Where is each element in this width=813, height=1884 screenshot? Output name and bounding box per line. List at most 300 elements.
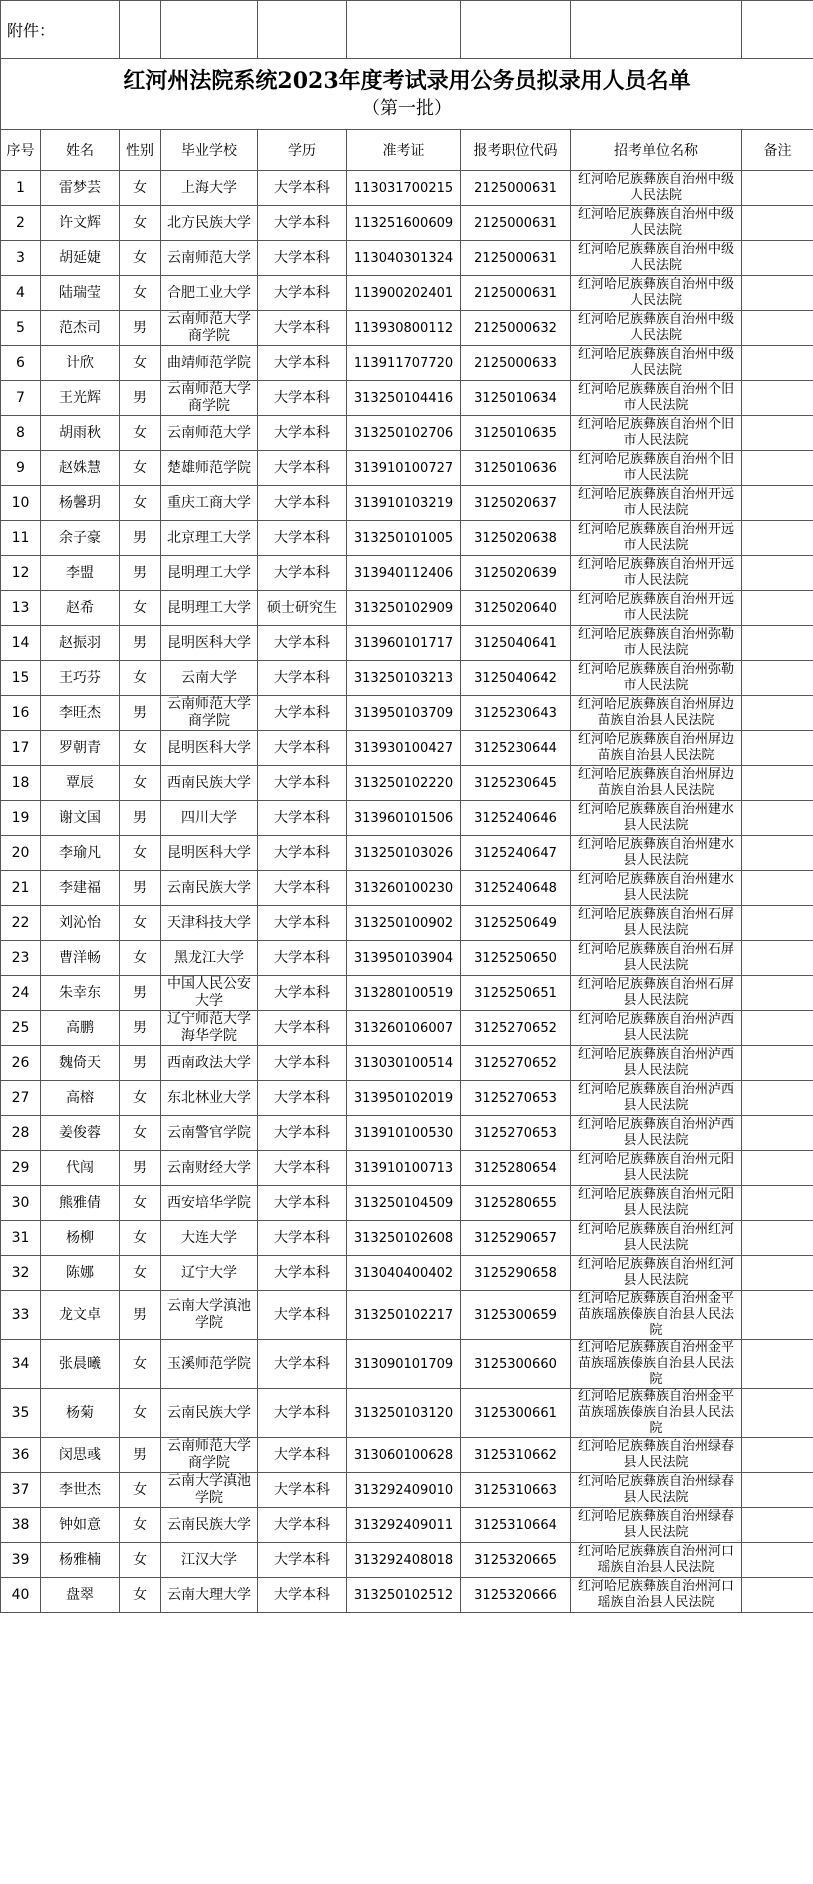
- cell-unit: 红河哈尼族彝族自治州金平苗族瑶族傣族自治县人民法院: [571, 1340, 742, 1389]
- cell-degree: 大学本科: [258, 626, 347, 661]
- cell-exam-id: 313250101005: [347, 521, 461, 556]
- cell-degree: 大学本科: [258, 1340, 347, 1389]
- cell-exam-id: 313030100514: [347, 1046, 461, 1081]
- table-row: [1, 1578, 813, 1613]
- cell-name: 余子豪: [41, 521, 120, 556]
- cell-no: 2: [1, 206, 41, 241]
- table-row: [1, 346, 813, 381]
- cell-no: 5: [1, 311, 41, 346]
- cell-unit: 红河哈尼族彝族自治州弥勒市人民法院: [571, 626, 742, 661]
- cell-school: 合肥工业大学: [161, 276, 258, 311]
- cell-degree: 大学本科: [258, 1256, 347, 1291]
- cell-gender: 男: [120, 1011, 161, 1046]
- cell-post-code: 3125010634: [461, 381, 571, 416]
- cell-degree: 大学本科: [258, 801, 347, 836]
- cell-exam-id: 313250102512: [347, 1578, 461, 1613]
- cell-degree: 大学本科: [258, 1543, 347, 1578]
- cell-post-code: 3125270653: [461, 1116, 571, 1151]
- cell-post-code: 3125020639: [461, 556, 571, 591]
- cell-exam-id: 313090101709: [347, 1340, 461, 1389]
- cell-no: 23: [1, 941, 41, 976]
- cell-exam-id: 313260106007: [347, 1011, 461, 1046]
- cell-gender: 男: [120, 381, 161, 416]
- cell-name: 刘沁怡: [41, 906, 120, 941]
- cell-unit: 红河哈尼族彝族自治州中级人民法院: [571, 206, 742, 241]
- cell-note: [742, 1578, 813, 1613]
- table-row: [1, 941, 813, 976]
- cell-unit: 红河哈尼族彝族自治州泸西县人民法院: [571, 1011, 742, 1046]
- column-header-name: 姓名: [41, 130, 120, 171]
- cell-unit: 红河哈尼族彝族自治州泸西县人民法院: [571, 1081, 742, 1116]
- cell-name: 李瑜凡: [41, 836, 120, 871]
- cell-post-code: 3125280655: [461, 1186, 571, 1221]
- cell-school: 昆明医科大学: [161, 626, 258, 661]
- cell-no: 15: [1, 661, 41, 696]
- cell-exam-id: 313292409011: [347, 1508, 461, 1543]
- cell-exam-id: 313250102706: [347, 416, 461, 451]
- cell-degree: 大学本科: [258, 871, 347, 906]
- cell-no: 31: [1, 1221, 41, 1256]
- title-row: [1, 59, 813, 130]
- cell-unit: 红河哈尼族彝族自治州绿春县人民法院: [571, 1508, 742, 1543]
- cell-gender: 男: [120, 801, 161, 836]
- cell-note: [742, 556, 813, 591]
- cell-degree: 大学本科: [258, 906, 347, 941]
- cell-note: [742, 1438, 813, 1473]
- cell-no: 32: [1, 1256, 41, 1291]
- cell-unit: 红河哈尼族彝族自治州弥勒市人民法院: [571, 661, 742, 696]
- cell-school: 辽宁师范大学海华学院: [161, 1011, 258, 1046]
- table-row: [1, 976, 813, 1011]
- cell-name: 胡雨秋: [41, 416, 120, 451]
- cell-degree: 大学本科: [258, 381, 347, 416]
- cell-post-code: 3125310663: [461, 1473, 571, 1508]
- cell-exam-id: 113900202401: [347, 276, 461, 311]
- cell-name: 李世杰: [41, 1473, 120, 1508]
- cell-no: 19: [1, 801, 41, 836]
- table-row: [1, 836, 813, 871]
- cell-school: 中国人民公安大学: [161, 976, 258, 1011]
- cell-no: 29: [1, 1151, 41, 1186]
- cell-post-code: 3125320665: [461, 1543, 571, 1578]
- cell-no: 34: [1, 1340, 41, 1389]
- cell-exam-id: 313250103026: [347, 836, 461, 871]
- cell-note: [742, 1151, 813, 1186]
- cell-unit: 红河哈尼族彝族自治州元阳县人民法院: [571, 1151, 742, 1186]
- cell-no: 3: [1, 241, 41, 276]
- cell-no: 4: [1, 276, 41, 311]
- cell-unit: 红河哈尼族彝族自治州个旧市人民法院: [571, 451, 742, 486]
- cell-no: 12: [1, 556, 41, 591]
- attachment-label: 附件：: [1, 1, 120, 59]
- cell-note: [742, 1046, 813, 1081]
- table-row: [1, 1340, 813, 1389]
- cell-post-code: 3125300659: [461, 1291, 571, 1340]
- cell-name: 盘翠: [41, 1578, 120, 1613]
- cell-note: [742, 1473, 813, 1508]
- cell-post-code: 3125010635: [461, 416, 571, 451]
- table-row: [1, 171, 813, 206]
- cell-exam-id: 113040301324: [347, 241, 461, 276]
- cell-post-code: 3125270652: [461, 1046, 571, 1081]
- cell-name: 陆瑞莹: [41, 276, 120, 311]
- blank-cell: [161, 1, 258, 59]
- cell-name: 胡延婕: [41, 241, 120, 276]
- cell-name: 李建福: [41, 871, 120, 906]
- cell-unit: 红河哈尼族彝族自治州石屏县人民法院: [571, 976, 742, 1011]
- table-row: [1, 556, 813, 591]
- table-row: [1, 1389, 813, 1438]
- cell-degree: 大学本科: [258, 1578, 347, 1613]
- header-row: [1, 130, 813, 171]
- cell-gender: 女: [120, 241, 161, 276]
- cell-post-code: 3125250651: [461, 976, 571, 1011]
- cell-name: 赵希: [41, 591, 120, 626]
- cell-note: [742, 451, 813, 486]
- title-cell: [1, 59, 813, 130]
- table-row: [1, 1291, 813, 1340]
- cell-degree: 大学本科: [258, 486, 347, 521]
- cell-unit: 红河哈尼族彝族自治州屏边苗族自治县人民法院: [571, 766, 742, 801]
- cell-unit: 红河哈尼族彝族自治州绿春县人民法院: [571, 1438, 742, 1473]
- cell-name: 范杰司: [41, 311, 120, 346]
- cell-school: 云南师范大学商学院: [161, 1438, 258, 1473]
- table-row: [1, 731, 813, 766]
- cell-school: 云南师范大学商学院: [161, 311, 258, 346]
- cell-no: 25: [1, 1011, 41, 1046]
- cell-unit: 红河哈尼族彝族自治州屏边苗族自治县人民法院: [571, 731, 742, 766]
- cell-degree: 大学本科: [258, 311, 347, 346]
- cell-note: [742, 1011, 813, 1046]
- column-header-exam-id: 准考证: [347, 130, 461, 171]
- cell-school: 西安培华学院: [161, 1186, 258, 1221]
- blank-cell: [120, 1, 161, 59]
- cell-school: 昆明理工大学: [161, 591, 258, 626]
- cell-no: 8: [1, 416, 41, 451]
- cell-school: 江汉大学: [161, 1543, 258, 1578]
- table-row: [1, 1081, 813, 1116]
- cell-post-code: 3125240646: [461, 801, 571, 836]
- cell-unit: 红河哈尼族彝族自治州泸西县人民法院: [571, 1046, 742, 1081]
- cell-unit: 红河哈尼族彝族自治州建水县人民法院: [571, 801, 742, 836]
- cell-unit: 红河哈尼族彝族自治州泸西县人民法院: [571, 1116, 742, 1151]
- table-row: [1, 416, 813, 451]
- cell-post-code: 3125020638: [461, 521, 571, 556]
- cell-note: [742, 661, 813, 696]
- cell-gender: 女: [120, 171, 161, 206]
- cell-post-code: 3125250650: [461, 941, 571, 976]
- cell-name: 曹洋畅: [41, 941, 120, 976]
- cell-note: [742, 521, 813, 556]
- table-row: [1, 1543, 813, 1578]
- cell-school: 重庆工商大学: [161, 486, 258, 521]
- cell-school: 西南民族大学: [161, 766, 258, 801]
- cell-post-code: 3125290658: [461, 1256, 571, 1291]
- cell-gender: 女: [120, 661, 161, 696]
- table-row: [1, 311, 813, 346]
- cell-name: 李盟: [41, 556, 120, 591]
- cell-school: 云南财经大学: [161, 1151, 258, 1186]
- table-row: [1, 206, 813, 241]
- table-row: [1, 1508, 813, 1543]
- cell-unit: 红河哈尼族彝族自治州绿春县人民法院: [571, 1473, 742, 1508]
- cell-post-code: 3125240647: [461, 836, 571, 871]
- cell-post-code: 2125000631: [461, 241, 571, 276]
- attachment-row: [1, 1, 813, 59]
- table-row: [1, 591, 813, 626]
- cell-gender: 女: [120, 1389, 161, 1438]
- cell-school: 辽宁大学: [161, 1256, 258, 1291]
- cell-note: [742, 311, 813, 346]
- cell-name: 高鹏: [41, 1011, 120, 1046]
- cell-exam-id: 313910100530: [347, 1116, 461, 1151]
- cell-note: [742, 766, 813, 801]
- table-row: [1, 1256, 813, 1291]
- cell-degree: 大学本科: [258, 1291, 347, 1340]
- cell-exam-id: 313250102217: [347, 1291, 461, 1340]
- cell-unit: 红河哈尼族彝族自治州开远市人民法院: [571, 591, 742, 626]
- cell-no: 21: [1, 871, 41, 906]
- cell-note: [742, 276, 813, 311]
- table-row: [1, 1011, 813, 1046]
- cell-no: 27: [1, 1081, 41, 1116]
- table-row: [1, 486, 813, 521]
- cell-unit: 红河哈尼族彝族自治州中级人民法院: [571, 311, 742, 346]
- cell-post-code: 2125000631: [461, 206, 571, 241]
- cell-name: 朱幸东: [41, 976, 120, 1011]
- cell-no: 7: [1, 381, 41, 416]
- cell-no: 26: [1, 1046, 41, 1081]
- cell-note: [742, 171, 813, 206]
- cell-gender: 女: [120, 206, 161, 241]
- cell-post-code: 3125270653: [461, 1081, 571, 1116]
- cell-no: 22: [1, 906, 41, 941]
- cell-unit: 红河哈尼族彝族自治州金平苗族瑶族傣族自治县人民法院: [571, 1291, 742, 1340]
- table-row: [1, 1046, 813, 1081]
- cell-exam-id: 313910100713: [347, 1151, 461, 1186]
- cell-degree: 大学本科: [258, 731, 347, 766]
- cell-gender: 女: [120, 1340, 161, 1389]
- cell-note: [742, 1186, 813, 1221]
- blank-cell: [461, 1, 571, 59]
- cell-unit: 红河哈尼族彝族自治州石屏县人民法院: [571, 906, 742, 941]
- cell-exam-id: 313940112406: [347, 556, 461, 591]
- table-row: [1, 766, 813, 801]
- cell-note: [742, 1221, 813, 1256]
- table-row: [1, 1473, 813, 1508]
- cell-degree: 大学本科: [258, 1046, 347, 1081]
- cell-gender: 男: [120, 626, 161, 661]
- cell-gender: 女: [120, 1543, 161, 1578]
- cell-note: [742, 1543, 813, 1578]
- cell-unit: 红河哈尼族彝族自治州中级人民法院: [571, 171, 742, 206]
- cell-post-code: 2125000632: [461, 311, 571, 346]
- cell-note: [742, 1256, 813, 1291]
- cell-name: 杨柳: [41, 1221, 120, 1256]
- cell-exam-id: 313250104416: [347, 381, 461, 416]
- cell-no: 38: [1, 1508, 41, 1543]
- table-row: [1, 906, 813, 941]
- column-header-post-code: 报考职位代码: [461, 130, 571, 171]
- cell-school: 云南师范大学: [161, 241, 258, 276]
- cell-unit: 红河哈尼族彝族自治州金平苗族瑶族傣族自治县人民法院: [571, 1389, 742, 1438]
- column-header-unit: 招考单位名称: [571, 130, 742, 171]
- cell-note: [742, 346, 813, 381]
- cell-post-code: 2125000633: [461, 346, 571, 381]
- cell-exam-id: 113930800112: [347, 311, 461, 346]
- cell-note: [742, 1116, 813, 1151]
- cell-unit: 红河哈尼族彝族自治州河口瑶族自治县人民法院: [571, 1543, 742, 1578]
- cell-exam-id: 313950102019: [347, 1081, 461, 1116]
- cell-post-code: 2125000631: [461, 276, 571, 311]
- table-row: [1, 451, 813, 486]
- cell-no: 33: [1, 1291, 41, 1340]
- cell-no: 14: [1, 626, 41, 661]
- cell-degree: 大学本科: [258, 1011, 347, 1046]
- table-row: [1, 696, 813, 731]
- column-header-note: 备注: [742, 130, 813, 171]
- cell-gender: 女: [120, 1186, 161, 1221]
- cell-name: 雷梦芸: [41, 171, 120, 206]
- cell-gender: 女: [120, 906, 161, 941]
- cell-note: [742, 591, 813, 626]
- cell-name: 覃辰: [41, 766, 120, 801]
- table-row: [1, 626, 813, 661]
- cell-exam-id: 313292408018: [347, 1543, 461, 1578]
- cell-note: [742, 206, 813, 241]
- cell-exam-id: 113251600609: [347, 206, 461, 241]
- cell-name: 杨馨玥: [41, 486, 120, 521]
- cell-exam-id: 313910100727: [347, 451, 461, 486]
- cell-degree: 大学本科: [258, 1438, 347, 1473]
- cell-degree: 大学本科: [258, 556, 347, 591]
- cell-degree: 大学本科: [258, 1221, 347, 1256]
- cell-unit: 红河哈尼族彝族自治州石屏县人民法院: [571, 941, 742, 976]
- cell-note: [742, 416, 813, 451]
- cell-school: 北方民族大学: [161, 206, 258, 241]
- cell-school: 昆明医科大学: [161, 836, 258, 871]
- cell-gender: 女: [120, 451, 161, 486]
- cell-unit: 红河哈尼族彝族自治州建水县人民法院: [571, 836, 742, 871]
- cell-no: 28: [1, 1116, 41, 1151]
- cell-exam-id: 113031700215: [347, 171, 461, 206]
- cell-gender: 女: [120, 1473, 161, 1508]
- cell-gender: 女: [120, 731, 161, 766]
- cell-gender: 男: [120, 871, 161, 906]
- cell-degree: 大学本科: [258, 1389, 347, 1438]
- cell-school: 云南警官学院: [161, 1116, 258, 1151]
- table-row: [1, 521, 813, 556]
- cell-name: 谢文国: [41, 801, 120, 836]
- cell-post-code: 2125000631: [461, 171, 571, 206]
- cell-school: 云南师范大学: [161, 416, 258, 451]
- cell-note: [742, 731, 813, 766]
- cell-gender: 女: [120, 276, 161, 311]
- cell-exam-id: 313250102608: [347, 1221, 461, 1256]
- cell-note: [742, 241, 813, 276]
- column-header-school: 毕业学校: [161, 130, 258, 171]
- cell-degree: 大学本科: [258, 1081, 347, 1116]
- cell-post-code: 3125270652: [461, 1011, 571, 1046]
- cell-gender: 男: [120, 1046, 161, 1081]
- cell-degree: 大学本科: [258, 696, 347, 731]
- cell-gender: 女: [120, 1578, 161, 1613]
- cell-degree: 大学本科: [258, 1508, 347, 1543]
- cell-exam-id: 313250104509: [347, 1186, 461, 1221]
- table-row: [1, 1186, 813, 1221]
- cell-no: 16: [1, 696, 41, 731]
- table-row: [1, 381, 813, 416]
- cell-exam-id: 313950103904: [347, 941, 461, 976]
- cell-post-code: 3125040641: [461, 626, 571, 661]
- cell-no: 18: [1, 766, 41, 801]
- column-header-no: 序号: [1, 130, 41, 171]
- cell-note: [742, 1389, 813, 1438]
- cell-post-code: 3125310662: [461, 1438, 571, 1473]
- cell-exam-id: 313960101506: [347, 801, 461, 836]
- cell-school: 大连大学: [161, 1221, 258, 1256]
- blank-cell: [347, 1, 461, 59]
- cell-gender: 男: [120, 311, 161, 346]
- cell-no: 37: [1, 1473, 41, 1508]
- page-subtitle: （第一批）: [362, 98, 452, 119]
- cell-degree: 硕士研究生: [258, 591, 347, 626]
- cell-degree: 大学本科: [258, 521, 347, 556]
- cell-exam-id: 313960101717: [347, 626, 461, 661]
- cell-post-code: 3125240648: [461, 871, 571, 906]
- cell-post-code: 3125290657: [461, 1221, 571, 1256]
- cell-exam-id: 313910103219: [347, 486, 461, 521]
- cell-degree: 大学本科: [258, 1186, 347, 1221]
- cell-gender: 女: [120, 1221, 161, 1256]
- cell-unit: 红河哈尼族彝族自治州元阳县人民法院: [571, 1186, 742, 1221]
- cell-name: 高榕: [41, 1081, 120, 1116]
- cell-degree: 大学本科: [258, 941, 347, 976]
- cell-exam-id: 313950103709: [347, 696, 461, 731]
- cell-degree: 大学本科: [258, 241, 347, 276]
- cell-no: 24: [1, 976, 41, 1011]
- cell-no: 11: [1, 521, 41, 556]
- cell-gender: 男: [120, 1438, 161, 1473]
- cell-note: [742, 696, 813, 731]
- cell-unit: 红河哈尼族彝族自治州个旧市人民法院: [571, 381, 742, 416]
- cell-gender: 男: [120, 521, 161, 556]
- cell-note: [742, 941, 813, 976]
- cell-exam-id: 113911707720: [347, 346, 461, 381]
- cell-exam-id: 313260100230: [347, 871, 461, 906]
- cell-school: 云南大学滇池学院: [161, 1291, 258, 1340]
- cell-name: 计欣: [41, 346, 120, 381]
- cell-post-code: 3125040642: [461, 661, 571, 696]
- cell-degree: 大学本科: [258, 171, 347, 206]
- cell-unit: 红河哈尼族彝族自治州建水县人民法院: [571, 871, 742, 906]
- cell-unit: 红河哈尼族彝族自治州中级人民法院: [571, 276, 742, 311]
- cell-name: 张晨曦: [41, 1340, 120, 1389]
- cell-post-code: 3125320666: [461, 1578, 571, 1613]
- cell-name: 罗朝青: [41, 731, 120, 766]
- cell-unit: 红河哈尼族彝族自治州屏边苗族自治县人民法院: [571, 696, 742, 731]
- cell-post-code: 3125300661: [461, 1389, 571, 1438]
- cell-exam-id: 313250100902: [347, 906, 461, 941]
- cell-name: 魏倚天: [41, 1046, 120, 1081]
- cell-name: 钟如意: [41, 1508, 120, 1543]
- cell-gender: 男: [120, 1291, 161, 1340]
- cell-unit: 红河哈尼族彝族自治州开远市人民法院: [571, 556, 742, 591]
- cell-degree: 大学本科: [258, 661, 347, 696]
- cell-no: 36: [1, 1438, 41, 1473]
- cell-note: [742, 486, 813, 521]
- cell-school: 天津科技大学: [161, 906, 258, 941]
